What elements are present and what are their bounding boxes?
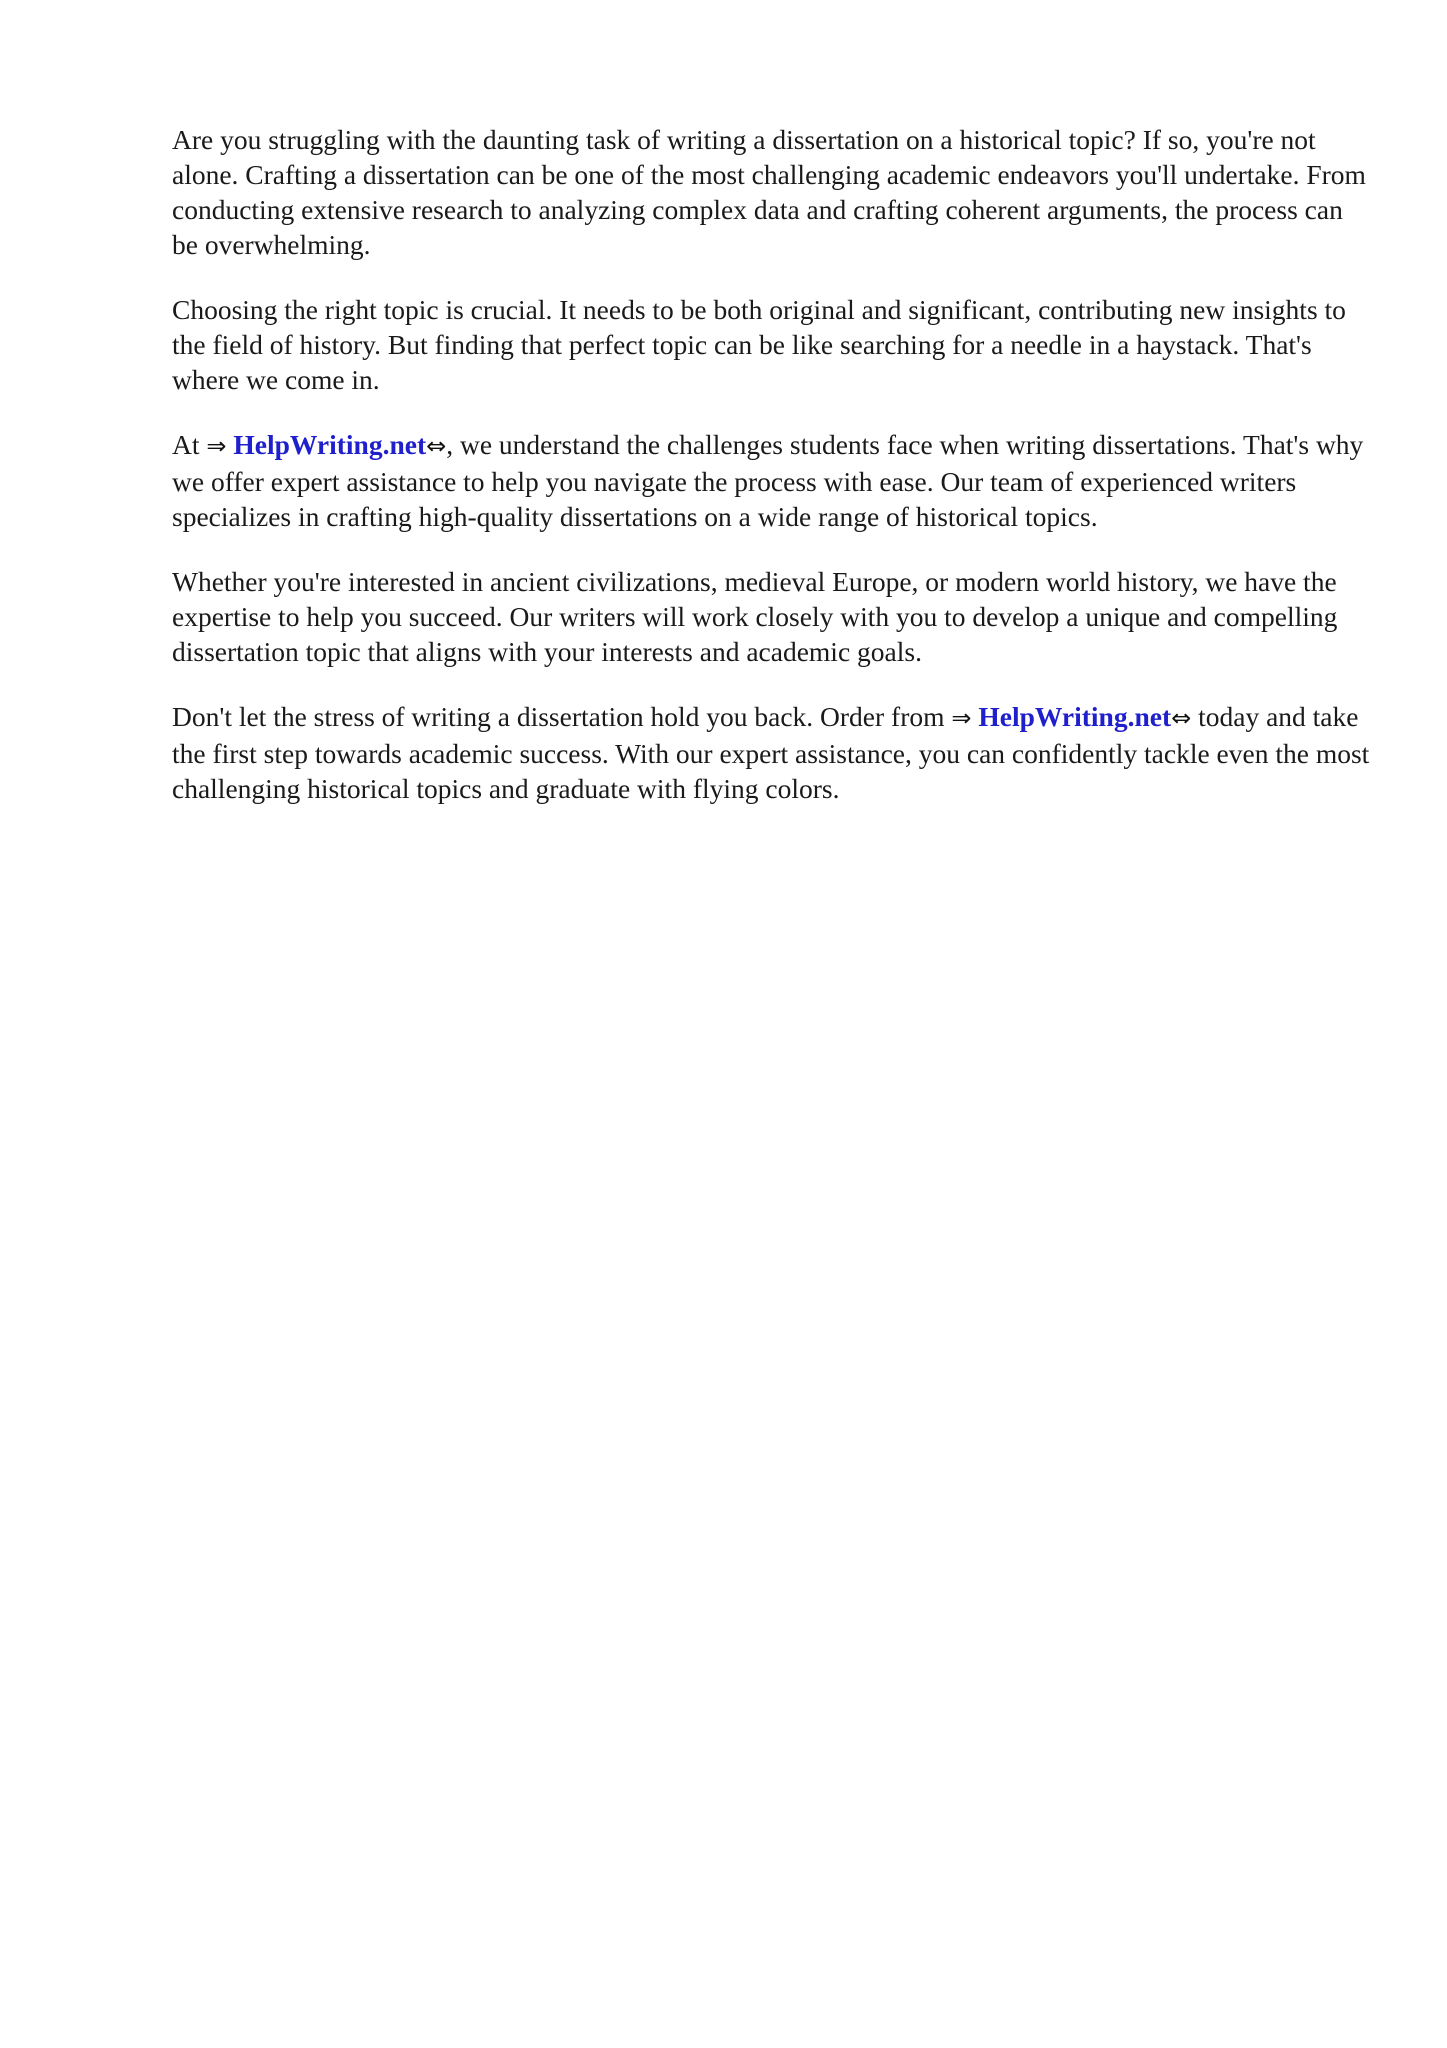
paragraph-intro: Are you struggling with the daunting task of writing a dissertation on a historical topic? If so, you're not alone. Crafting a dissertation can be one of the most challenging academic endeavors you'll undertake. From conducting extensive research to analyzing complex data and crafting coherent arguments, the process can be overwhelming. [172,124,1366,260]
paragraph-service [172,427,1372,534]
paragraph-call-to-action [172,699,1372,806]
helpwriting-link[interactable]: HelpWriting.net [978,701,1172,732]
paragraph-text-after-link: today and take the first step towards academic success. With our expert assistance, you can confidently tackle even the most challenging historical topics and graduate with flying colors. [172,701,1370,804]
paragraph-topic: Choosing the right topic is crucial. It needs to be both original and significant, contributing new insights to the field of history. But finding that perfect topic can be like searching for a needle in a haystack. That's where we come in. [172,294,1346,395]
right-double-arrow-icon: ⇒ [951,704,972,732]
right-double-arrow-icon: ⇒ [206,432,227,460]
paragraph-text-after-link: , we understand the challenges students face when writing dissertations. That's why we offer expert assistance to help you navigate the process with ease. Our team of experienced writers specializes in crafting high-quality dissertations on a wide range of historical topics. [172,429,1364,532]
paragraph-text-before-link: At [172,429,207,460]
document-page [172,122,1372,836]
paragraph-expertise: Whether you're interested in ancient civilizations, medieval Europe, or modern world history, we have the expertise to help you succeed. Our writers will work closely with you to develop a unique and compelling dissertation topic that aligns with your interests and academic goals. [172,566,1338,667]
helpwriting-link[interactable]: HelpWriting.net [233,429,427,460]
paragraph-text-before-link: Don't let the stress of writing a dissertation hold you back. Order from [172,701,952,732]
left-right-double-arrow-icon: ⇔ [426,432,447,460]
left-right-double-arrow-icon: ⇔ [1171,704,1192,732]
